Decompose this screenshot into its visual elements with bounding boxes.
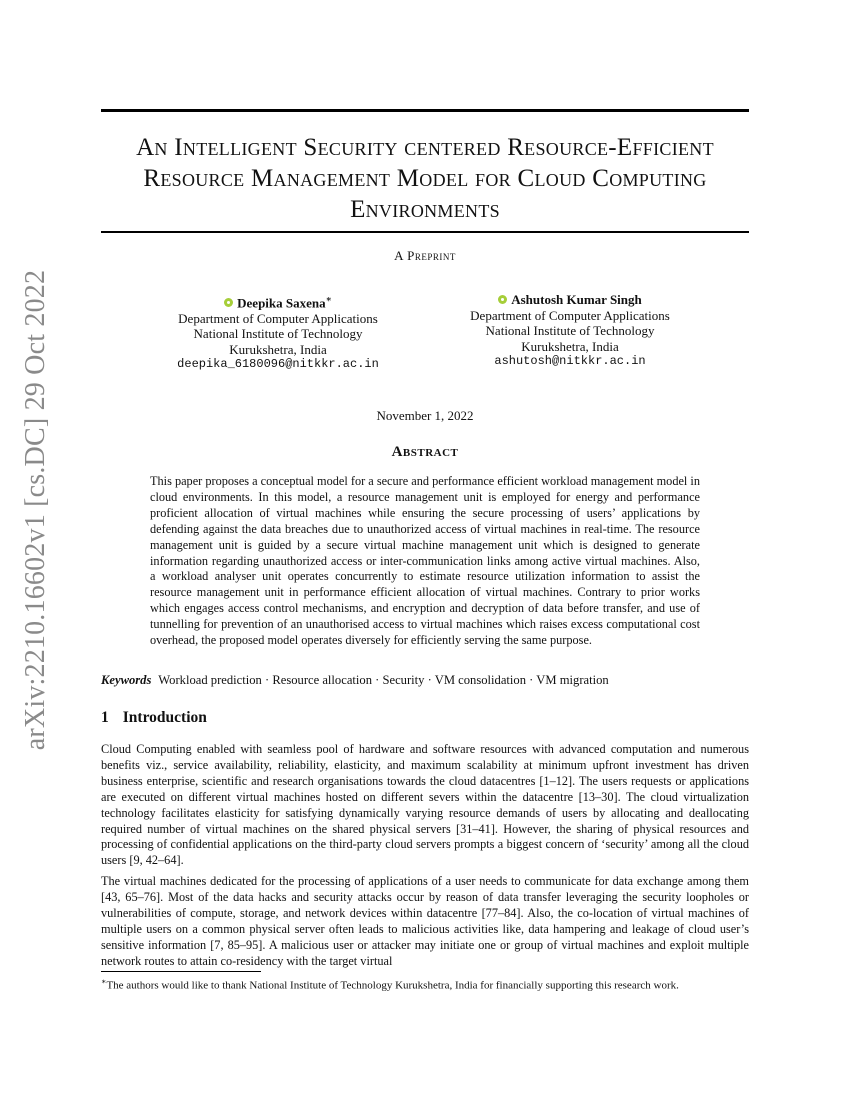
author-block-1 <box>148 292 408 373</box>
section-number: 1 <box>101 709 109 726</box>
paper-title <box>101 132 749 225</box>
author-institute: National Institute of Technology <box>485 323 655 338</box>
author-location: Kurukshetra, India <box>521 338 619 354</box>
intro-paragraph-1: Cloud Computing enabled with seamless pool of hardware and software resources with advanced computation and numerous benefits viz., service availability, reliability, elasticity, and maximum scalability at minimum upfront investment has driven business enterprise, scientific and research organisations towards the cloud datacentres [1–12]. The users requests or applications are executed on different virtual machines hosted on different severs within the datacentre [13–30]. The cloud virtualization technology facilitates elasticity for satisfying dynamically varying resource demands of users by allocating and deallocating required number of virtual machines on the shared physical servers [31–41]. However, the sharing of physical resources and processing of confidential applications on the third-party cloud servers prompts a biggest concern of ‘security’ among all the cloud users [9, 42–64]. <box>101 742 749 868</box>
author-institute: National Institute of Technology <box>193 326 363 342</box>
footnote-text: The authors would like to thank National Institute of Technology Kurukshetra, India for financially supporting this research work. <box>106 979 679 992</box>
author-department: Department of Computer Applications <box>470 307 670 323</box>
title-top-rule <box>101 109 749 112</box>
intro-paragraph-2: The virtual machines dedicated for the processing of applications of a user needs to communicate for data exchange among them [43, 65–76]. Most of the data hacks and security attacks occur by reason of data transfer leveraging the security loopholes or vulnerabilities of compute, storage, and network devices within datacentre [77–84]. Also, the co-location of virtual machines of multiple users on a common physical server often leads to malicious activities like, data hampering and leakage of cloud user’s sensitive information [7, 85–95]. A malicious user or attacker may initiate one or group of virtual machines and exploit multiple network routes to attain co-residency with the target virtual <box>101 874 749 968</box>
author-footnote-marker: ∗ <box>325 294 332 304</box>
author-name: Deepika Saxena <box>237 295 326 311</box>
orcid-icon[interactable] <box>498 295 507 304</box>
title-bottom-rule <box>101 231 749 233</box>
arxiv-sidebar-stamp <box>10 269 62 751</box>
author-name-line <box>440 292 700 308</box>
author-location: Kurukshetra, India <box>229 341 327 357</box>
publication-date: November 1, 2022 <box>376 408 474 423</box>
author-email[interactable]: ashutosh@nitkkr.ac.in <box>494 354 646 368</box>
footnote-rule <box>101 971 261 972</box>
preprint-label: A Preprint <box>394 248 456 263</box>
author-block-2 <box>440 292 700 370</box>
section-title: Introduction <box>122 709 207 726</box>
footnote <box>101 975 749 993</box>
orcid-icon[interactable] <box>224 298 233 307</box>
footnote-marker: ∗ <box>101 977 107 986</box>
abstract-text: This paper proposes a conceptual model for a secure and performance efficient workload management model in cloud environments. In this model, a resource management unit is employed for energy and performance proficient allocation of virtual machines while ensuring the secure processing of users’ applications by defending against the data breaches due to unauthorized access of virtual machines in real-time. The resource management unit is guided by a secure virtual machine management unit which is designed to generate information regarding unauthorized access or inter-communication links among active virtual machines. Also, a workload analyser unit operates concurrently to estimate resource utilization information to assist the resource management unit in performance efficient allocation of virtual machines. Contrary to prior works which engages access control mechanisms, and encryption and decryption of data before transfer, and use of tunnelling for prevention of an unauthorised access to virtual machines which raises excess computational cost overhead, the proposed model operates diversely for efficiently serving the same purpose. <box>150 474 700 648</box>
author-name-line <box>148 292 408 311</box>
keywords-label: Keywords <box>101 673 152 687</box>
title-line-1: An Intelligent Security centered Resource-Efficient <box>136 134 714 161</box>
section-heading-introduction <box>101 709 207 727</box>
abstract-heading: Abstract <box>391 444 459 460</box>
keywords-list: Workload prediction · Resource allocation · Security · VM consolidation · VM migration <box>158 673 609 687</box>
keywords-line <box>101 673 749 688</box>
arxiv-identifier: arXiv:2210.16602v1 [cs.DC] 29 Oct 2022 <box>20 269 51 751</box>
title-line-3: Environments <box>350 196 500 223</box>
title-line-2: Resource Management Model for Cloud Computing <box>143 165 707 192</box>
author-email[interactable]: deepika_6180096@nitkkr.ac.in <box>177 357 379 372</box>
author-department: Department of Computer Applications <box>178 310 378 326</box>
author-name: Ashutosh Kumar Singh <box>511 292 642 307</box>
